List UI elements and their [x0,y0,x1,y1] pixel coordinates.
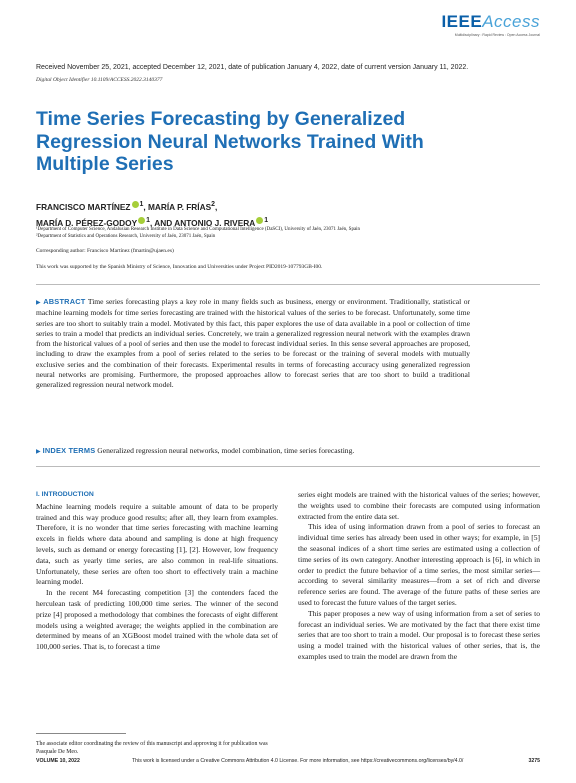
divider [36,284,540,285]
volume-label: VOLUME 10, 2022 [36,758,80,764]
index-terms [36,446,506,455]
right-column [298,490,540,663]
logo-tagline: Multidisciplinary : Rapid Review : Open Access Journal [454,33,540,37]
orcid-icon[interactable] [138,217,145,224]
triangle-icon: ▶ [36,300,42,306]
publication-dates: Received November 25, 2021, accepted December 12, 2021, date of publication January 4, 2022, date of current version January 11, 2022. [36,64,469,71]
author-name: , MARÍA P. FRÍAS [143,201,212,212]
author-list: FRANCISCO MARTÍNEZ $^1$, MARÍA P. FRÍAS$^2$, MARÍA D. PÉREZ-GODOY $^1$, AND ANTONIO J. RIVERA $^1$ [36,201,269,229]
author-affil: 1 [139,201,144,208]
orcid-icon[interactable] [256,217,263,224]
author-affil: 1 [264,217,269,225]
divider [36,466,540,467]
journal-logo [441,12,540,37]
author-affil: 2 [211,201,215,208]
author-name: FRANCISCO MARTÍNEZ [36,201,131,212]
logo-access: Access [482,12,540,31]
left-column [36,490,278,653]
corresponding-author: Corresponding author: Francisco Martínez (fmartin@ujaen.es) [36,248,174,254]
affiliations [36,226,546,240]
paragraph: This paper proposes a new way of using information from a set of series to forecast an individual series. We are motivated by the fact that there exist time series that are too short to train a model. Our proposal is to forecast these series using a model trained with the historical values of other series, that is, the examples used to train the model are drawn from the [298,608,540,661]
abstract-text: Time series forecasting plays a key role in many fields such as business, energy or environment. Traditionally, statistical or machine learning models for time series forecasting are trained with the historical values of the series to be forecast. Unfortunately, some time series are too short to suitably train a model. Motivated by this fact, this paper explores the use of data available in a pool or collection of time series to train a model that predicts an individual series. Concretely, we train a generalized regression neural network with the examples drawn from the historical values of a pool of series and then use the model to forecast individual series. In this sense several approaches are proposed, including to draw the examples from a pool of series related to the series to be forecast or the training of several models with mutually exclusive series and the combination of their forecasts. Experimental results in terms of forecasting accuracy using generalized regression neural networks are promising. Furthermore, the proposed approaches allow to forecast series that are too short to build a traditional generalized regression neural network model. [36,297,470,390]
doi: Digital Object Identifier 10.1109/ACCESS.2022.3140377 [36,77,163,83]
logo-ieee: IEEE [441,12,483,31]
author-name: , AND ANTONIO J. RIVERA [149,218,256,229]
affiliation-2: ²Department of Statistics and Operations Research, University of Jaén, 23071 Jaén, Spain [36,234,216,240]
abstract-label: ABSTRACT [43,297,86,306]
footnote: The associate editor coordinating the review of this manuscript and approving it for publication was Pasquale De Meo. [36,741,268,755]
orcid-icon[interactable] [132,201,139,208]
funding-note: This work was supported by the Spanish Ministry of Science, Innovation and Universities under Project PID2019-107793GB-I00. [36,264,323,270]
index-terms-label: INDEX TERMS [42,446,96,455]
author-name: MARÍA D. PÉREZ-GODOY [36,218,138,229]
paragraph: In the recent M4 forecasting competition [3] the contenders faced the herculean task of predicting 100,000 time series. The winner of the second prize [4] proposed a methodology that combines the forecasts of eight different models using a weighted average; the weights applied in the combination are determined by means of an XGBoost model trained with the whole data set of 100,000 series. That is, to forecast a time [36,588,278,652]
index-terms-text: Generalized regression neural networks, model combination, time series forecasting. [97,446,355,455]
paper-title: Time Series Forecasting by Generalized Regression Neural Networks Trained With Multiple Series [36,108,424,175]
paragraph: Machine learning models require a suitable amount of data to be properly trained and this way produce good results; after all, they learn from examples. Therefore, it is no wonder that time series forecasting with machine learning excels in fields where data abound and sampling is done at high frequency levels, such as demand or energy forecasting [1], [2]. However, low frequency data, such as yearly time series, are also common in real-life situations. Unfortunately, these series are often too short to effectively train a machine learning model. [36,501,278,587]
triangle-icon: ▶ [36,449,41,455]
license-link[interactable]: This work is licensed under a Creative Commons Attribution 4.0 License. For more information, see https://creativecommons.org/licenses/by/4.0/ [132,758,464,764]
paragraph: This idea of using information drawn from a pool of series to forecast an individual time series has already been used in other ways; for example, in [5] the seasonal indices of a short time series are estimated using a collection of time series of its own category. Another interesting approach is [6], in which in order to predict the future behavior of a time series, the most similar series—according to several similarity measures—from a set of rich and diverse reference series are found. The average of the future paths of these series are used to forecast the future values of the target series. [298,522,540,607]
footnote-rule [36,733,126,734]
section-heading: I. INTRODUCTION [36,491,94,498]
paragraph: series eight models are trained with the historical values of the series; however, the weights used to combine their forecasts are computed using information extracted from the entire data set. [298,490,540,521]
page-number: 3275 [528,758,540,764]
author-affil: 1 [146,217,150,225]
abstract [36,297,470,391]
affiliation-1: ¹Department of Computer Science, Andalusian Research Institute in Data Science and Computational Intelligence (DaSCI), University of Jaén, 23071 Jaén, Spain [36,227,361,232]
